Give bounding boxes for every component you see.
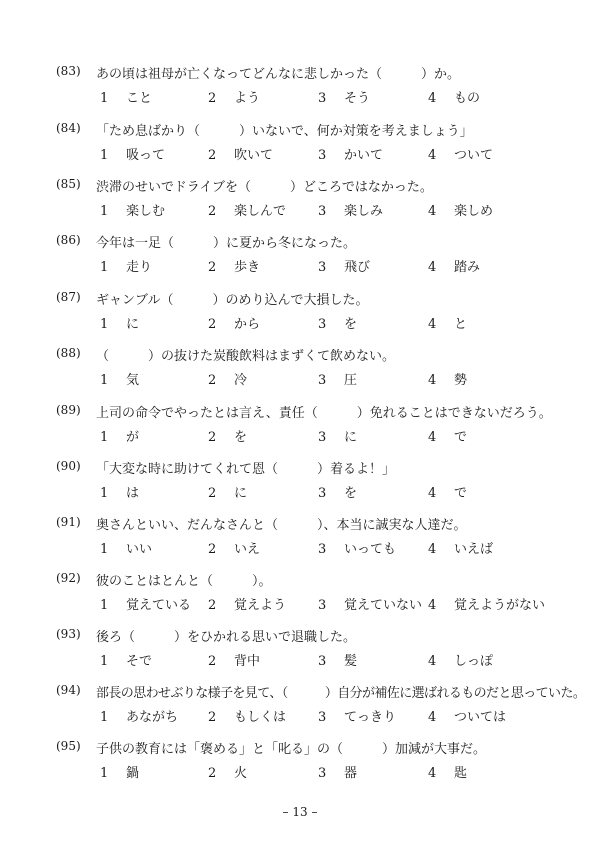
option-4: 4 もの <box>428 91 481 106</box>
question-86 <box>0 229 600 279</box>
options-row <box>100 650 600 668</box>
option-4: 4 ついて <box>428 148 494 163</box>
option-4: 4 踏み <box>428 260 481 275</box>
options-row <box>100 369 600 387</box>
question-number: (89) <box>56 403 81 417</box>
option-1: 1 気 <box>100 373 140 388</box>
options-row <box>100 200 600 218</box>
question-text: ギャンブル（ ）のめり込んで大損した。 <box>96 293 369 308</box>
option-1: 1 そで <box>100 654 153 669</box>
question-text: 部長の思わせぶりな様子を見て、（ ）自分が補佐に選ばれるものだと思っていた。 <box>96 686 586 701</box>
question-number: (88) <box>56 346 81 360</box>
question-83 <box>0 60 600 110</box>
option-3: 3 を <box>318 486 358 501</box>
question-number: (93) <box>56 627 81 641</box>
option-1: 1 走り <box>100 260 153 275</box>
page-number: – 13 – <box>282 805 318 819</box>
options-row <box>100 87 600 105</box>
option-3: 3 髪 <box>318 654 358 669</box>
option-3: 3 飛び <box>318 260 371 275</box>
question-text: 「大変な時に助けてくれて恩（ ）着るよ！」 <box>96 462 396 477</box>
option-2: 2 覚えよう <box>208 598 287 613</box>
question-number: (90) <box>56 459 81 473</box>
options-row <box>100 762 600 780</box>
options-row <box>100 144 600 162</box>
options-row <box>100 706 600 724</box>
option-4: 4 ついては <box>428 710 507 725</box>
options-row <box>100 426 600 444</box>
option-3: 3 覚えていない <box>318 598 423 613</box>
option-2: 2 火 <box>208 766 248 781</box>
question-85 <box>0 173 600 223</box>
question-text: 子供の教育には「褒める」と「叱る」の（ ）加減が大事だ。 <box>96 742 487 757</box>
option-1: 1 いい <box>100 542 153 557</box>
option-4: 4 で <box>428 486 468 501</box>
option-2: 2 歩き <box>208 260 261 275</box>
option-4: 4 と <box>428 317 468 332</box>
question-text: 後ろ（ ）をひかれる思いで退職した。 <box>96 630 357 645</box>
question-87 <box>0 286 600 336</box>
option-2: 2 冷 <box>208 373 248 388</box>
options-row <box>100 313 600 331</box>
options-row <box>100 538 600 556</box>
question-number: (85) <box>56 177 81 191</box>
option-3: 3 楽しみ <box>318 204 384 219</box>
question-91 <box>0 511 600 561</box>
option-4: 4 で <box>428 430 468 445</box>
question-number: (83) <box>56 64 81 78</box>
option-1: 1 は <box>100 486 140 501</box>
question-88 <box>0 342 600 392</box>
option-1: 1 に <box>100 317 140 332</box>
option-3: 3 に <box>318 430 358 445</box>
option-2: 2 いえ <box>208 542 261 557</box>
question-89 <box>0 399 600 449</box>
option-2: 2 を <box>208 430 248 445</box>
option-2: 2 吹いて <box>208 148 274 163</box>
question-number: (92) <box>56 571 81 585</box>
options-row <box>100 256 600 274</box>
question-93 <box>0 623 600 673</box>
option-4: 4 いえば <box>428 542 494 557</box>
option-3: 3 いっても <box>318 542 397 557</box>
question-number: (94) <box>56 683 81 697</box>
question-text: 奥さんといい、だんなさんと（ ）、本当に誠実な人達だ。 <box>96 518 467 533</box>
option-1: 1 が <box>100 430 140 445</box>
option-4: 4 匙 <box>428 766 468 781</box>
option-2: 2 に <box>208 486 248 501</box>
option-3: 3 てっきり <box>318 710 397 725</box>
option-1: 1 楽しむ <box>100 204 166 219</box>
option-2: 2 よう <box>208 91 261 106</box>
option-2: 2 もしくは <box>208 710 287 725</box>
option-1: 1 吸って <box>100 148 166 163</box>
question-94 <box>0 679 600 729</box>
question-90 <box>0 455 600 505</box>
question-92 <box>0 567 600 617</box>
question-text: 上司の命令でやったとは言え、責任（ ）免れることはできないだろう。 <box>96 406 552 421</box>
options-row <box>100 594 600 612</box>
option-1: 1 覚えている <box>100 598 192 613</box>
option-3: 3 圧 <box>318 373 358 388</box>
question-95 <box>0 735 600 785</box>
option-2: 2 楽しんで <box>208 204 287 219</box>
options-row <box>100 482 600 500</box>
option-2: 2 背中 <box>208 654 261 669</box>
option-1: 1 こと <box>100 91 153 106</box>
question-84 <box>0 117 600 167</box>
option-4: 4 楽しめ <box>428 204 494 219</box>
option-3: 3 を <box>318 317 358 332</box>
option-3: 3 そう <box>318 91 371 106</box>
question-number: (87) <box>56 290 81 304</box>
question-text: あの頃は祖母が亡くなってどんなに悲しかった（ ）か。 <box>96 67 461 82</box>
option-3: 3 かいて <box>318 148 384 163</box>
option-2: 2 から <box>208 317 261 332</box>
question-text: 彼のことはとんと（ ）。 <box>96 574 272 589</box>
question-text: 「ため息ばかり（ ）いないで、何か対策を考えましょう」 <box>96 124 473 139</box>
option-1: 1 鍋 <box>100 766 140 781</box>
question-text: 渋滞のせいでドライブを（ ）どころではなかった。 <box>96 180 433 195</box>
question-number: (95) <box>56 739 81 753</box>
question-number: (91) <box>56 515 81 529</box>
option-4: 4 勢 <box>428 373 468 388</box>
option-4: 4 しっぽ <box>428 654 494 669</box>
question-text: 今年は一足（ ）に夏から冬になった。 <box>96 236 357 251</box>
question-number: (86) <box>56 233 81 247</box>
option-1: 1 あながち <box>100 710 179 725</box>
question-number: (84) <box>56 121 81 135</box>
question-text: （ ）の抜けた炭酸飲料はまずくて飲めない。 <box>96 349 396 364</box>
option-3: 3 器 <box>318 766 358 781</box>
option-4: 4 覚えようがない <box>428 598 546 613</box>
